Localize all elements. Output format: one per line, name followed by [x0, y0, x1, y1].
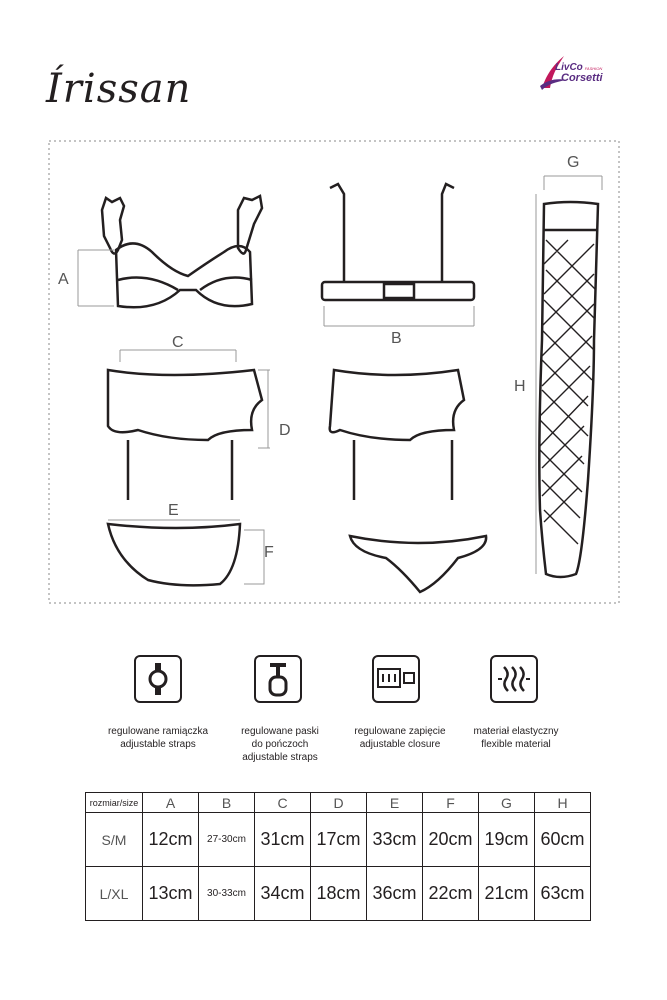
table-cell: 20cm — [423, 813, 479, 867]
label-B: B — [391, 330, 402, 347]
bra-back-drawing — [322, 184, 474, 300]
table-cell: 18cm — [311, 867, 367, 921]
hook-closure-icon — [372, 655, 420, 703]
panty-front-drawing — [108, 524, 240, 585]
garment-drawings — [48, 140, 620, 604]
table-cell: 63cm — [535, 867, 591, 921]
table-cell: 31cm — [255, 813, 311, 867]
size-label: S/M — [86, 813, 143, 867]
brand-line1: LivCo FASHION — [555, 62, 603, 73]
garter-clip-icon — [254, 655, 302, 703]
product-title: Írissan — [46, 66, 192, 112]
label-C: C — [172, 334, 184, 351]
table-cell: 34cm — [255, 867, 311, 921]
column-header: D — [311, 793, 367, 813]
table-cell: 30-33cm — [199, 867, 255, 921]
stretch-icon — [490, 655, 538, 703]
feature-caption-material: materiał elastyczny flexible material — [473, 726, 559, 750]
header-size-label: rozmiar/size — [86, 793, 143, 813]
column-header: A — [143, 793, 199, 813]
size-table — [85, 792, 591, 921]
label-E: E — [168, 502, 179, 519]
column-header: H — [535, 793, 591, 813]
feature-caption-straps: regulowane ramiączka adjustable straps — [107, 726, 209, 750]
panty-back-drawing — [350, 536, 486, 592]
strap-adjuster-icon — [134, 655, 182, 703]
table-cell: 17cm — [311, 813, 367, 867]
garter-belt-front-drawing — [108, 370, 262, 500]
table-cell: 21cm — [479, 867, 535, 921]
stocking-drawing — [539, 202, 598, 577]
feature-caption-garter: regulowane paski do pończoch adjustable straps — [241, 726, 319, 763]
label-D: D — [279, 422, 291, 439]
table-cell: 27-30cm — [199, 813, 255, 867]
table-cell: 13cm — [143, 867, 199, 921]
column-header: E — [367, 793, 423, 813]
column-header: B — [199, 793, 255, 813]
garter-belt-back-drawing — [330, 370, 464, 500]
table-cell: 12cm — [143, 813, 199, 867]
table-row — [86, 813, 591, 867]
label-G: G — [567, 154, 580, 171]
table-row — [86, 867, 591, 921]
table-cell: 19cm — [479, 813, 535, 867]
column-header: C — [255, 793, 311, 813]
table-cell: 33cm — [367, 813, 423, 867]
column-header: F — [423, 793, 479, 813]
measurement-diagram — [48, 140, 620, 604]
brand-logo — [538, 52, 618, 92]
bra-front-drawing — [102, 196, 262, 307]
table-header-row — [86, 793, 591, 813]
table-cell: 36cm — [367, 867, 423, 921]
size-label: L/XL — [86, 867, 143, 921]
feature-caption-closure: regulowane zapięcie adjustable closure — [354, 726, 446, 750]
column-header: G — [479, 793, 535, 813]
table-cell: 22cm — [423, 867, 479, 921]
table-cell: 60cm — [535, 813, 591, 867]
brand-line2: Corsetti — [561, 72, 603, 84]
label-A: A — [58, 271, 69, 288]
label-F: F — [264, 544, 274, 561]
label-H: H — [514, 378, 526, 395]
feature-icons — [0, 655, 667, 765]
